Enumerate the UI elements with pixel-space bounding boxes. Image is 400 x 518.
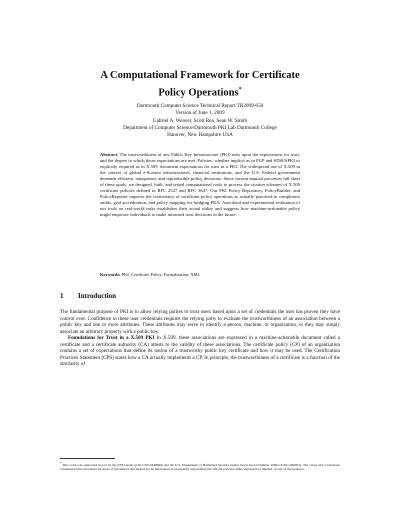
section-heading (60, 292, 116, 301)
section-title: Introduction (78, 292, 116, 300)
paragraph-2 (60, 335, 340, 368)
footnote-text: This work was supported in part by the NSF (under grant CNS-0448499) and the U.S. Department of Homeland Security (under Grant Award Number 2006-CS-001-000001). The views and conclusions contained in this document are those of the authors and should not be interpreted as necessarily representing the official policies, either expressed or implied, of any of the sponsors. (60, 463, 340, 472)
keywords-label: Keywords: (100, 272, 121, 277)
abstract (100, 152, 300, 217)
authors: Gabriel A. Weaver, Scott Rea, Sean W. Smith (152, 118, 248, 124)
affiliation: Department of Computer Science/Dartmouth PKI Lab Dartmouth College (123, 124, 277, 131)
paper-title (60, 69, 340, 101)
abstract-label: Abstract. (100, 152, 119, 157)
keywords-text: PKI, Certificate Policy, Formalization, XML (121, 272, 201, 277)
footnote-rule (60, 458, 115, 459)
version-line: Version of June 1, 2009 (175, 109, 225, 116)
paragraph-1: The fundamental purpose of PKI is to allow relying parties to trust users based upon a set of credentials the user has proven they have control over. Confidence in these user credentials requires the relying party to evaluate the trustworthiness of an association between a public key and one or more attributes. These attributes may serve to identify a person, machine, or organization, or they may simply associate an arbitrary property with a public key. (60, 309, 340, 335)
paragraph-2-text: In X.509, these associations are expressed in a machine-actionable document called a certificate and a certificate authority (CA) attests to the validity of these associations. The certificate policy (CP) of an organization contains a set of expectations that define its notion of a trustworthy public key certificate and how it may be used. The Certification Practices Statement (CPS) states how a CA actually implements a CP. In principle, the trustworthiness of a certificate is a function of the similarity of (60, 335, 340, 368)
title-line-1: A Computational Framework for Certificate (100, 70, 300, 81)
author-block (50, 118, 350, 138)
section-body (60, 309, 340, 368)
paragraph-2-runin-heading: Foundations for Trust in a X.509 PKI (68, 335, 155, 342)
section-number: 1 (60, 292, 64, 300)
abstract-text: The trustworthiness of any Public Key Infrastructure (PKI) rests upon the expectations for trust, and the degree to which those expectations are met. Policies, whether implicit as in PGP and SDSI/SPKI or explicitly required as in X.509, document expectations for trust in a PKI. The widespread use of X.509 in the context of global e-Science infrastructures, financial institutions, and the U.S. Federal government demands efficient, transparent, and reproducible policy decisions. Since current manual processes fall short of these goals, we designed, built, and tested computational tools to process the citation schemes of X.509 certificate policies defined in RFC 2527 and RFC 3647. Our PKI Policy Repository, PolicyBuilder, and PolicyReporter improve the consistency of certificate policy operations as actually practiced in compliance audits, grid accreditation, and policy mapping for bridging PKIs. Anecdotal and experimental evaluation of our tools on real-world tasks establishes their actual utility and suggests how machine-actionable policy might empower individuals to make informed trust decisions in the future. (100, 152, 300, 217)
report-number: Dartmouth Computer Science Technical Report TR2009-650 (136, 103, 264, 109)
title-line-2 (60, 83, 340, 101)
footnote (60, 461, 340, 472)
keywords (100, 272, 300, 278)
location: Hanover, New Hampshire USA (167, 131, 233, 138)
title-footnote-mark: * (238, 87, 242, 93)
footnote-mark: * (60, 461, 62, 465)
title-line-2-text: Policy Operations (158, 87, 239, 99)
report-block (50, 103, 350, 117)
